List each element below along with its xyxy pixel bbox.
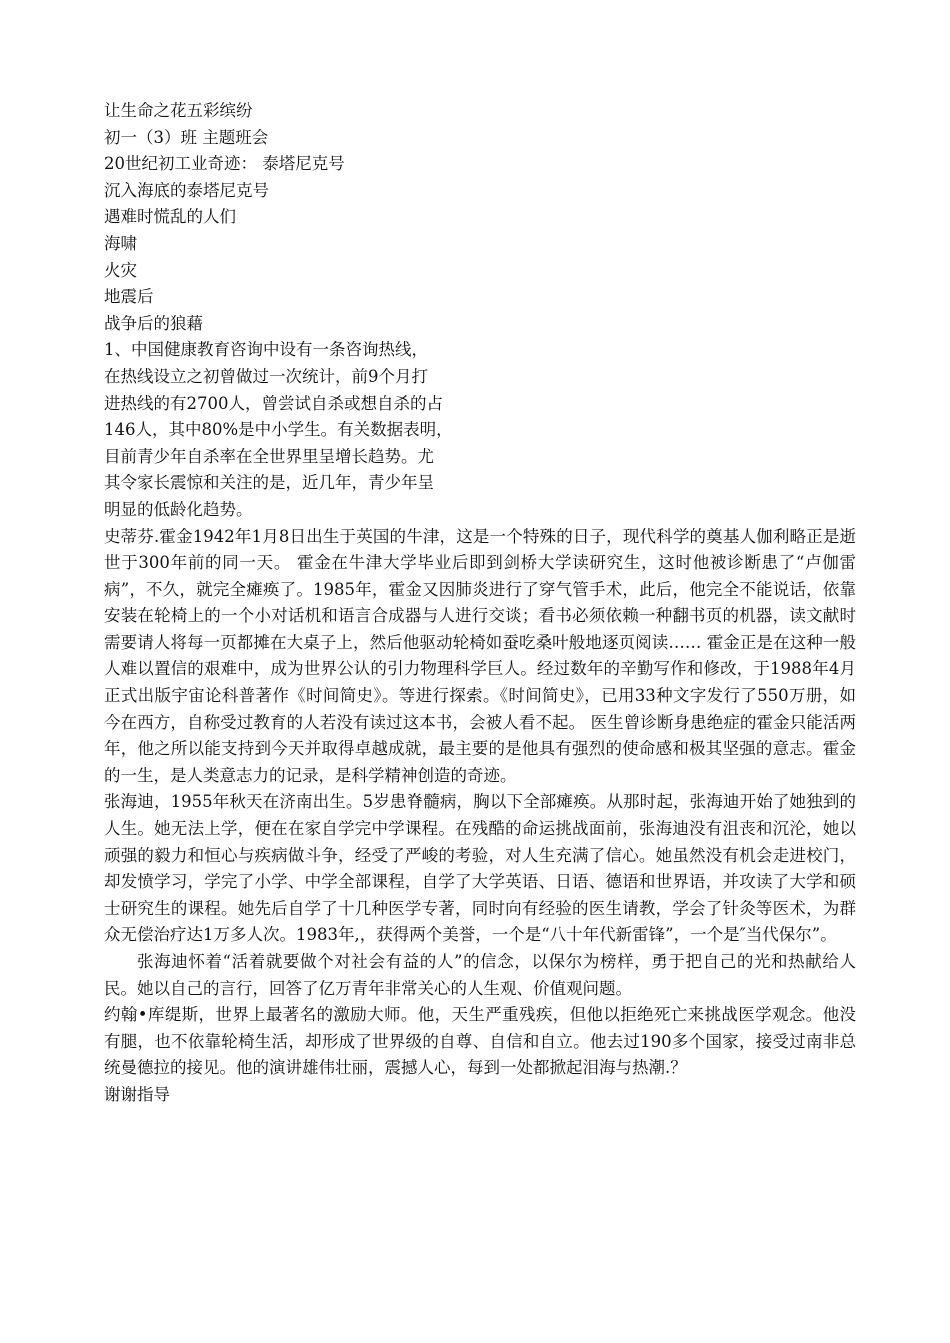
war-line: 战争后的狼藉 [104, 313, 203, 333]
doc-title: 让生命之花五彩缤纷 [104, 101, 253, 120]
john-coutis-paragraph: 约翰•库缇斯，世界上最著名的激励大师。他，天生严重残疾，但他以拒绝死亡来挑战医学观念。他没有腿，也不依靠轮椅生活，却形成了世界级的自尊、自信和自立。他去过190多个国家，接受过南非总统曼德拉的接见。他的演讲雄伟壮丽，震撼人心，每到一处都掀起泪海与热潮.？ [104, 1005, 856, 1078]
fire-line: 火灾 [104, 260, 137, 280]
earthquake-line: 地震后 [104, 287, 154, 307]
panic-people-line: 遇难时慌乱的人们 [104, 207, 236, 227]
zhang-haidi-belief-paragraph: 张海迪怀着“活着就要做个对社会有益的人”的信念，以保尔为榜样，勇于把自己的光和热献给人民。她以自己的言行，回答了亿万青年非常关心的人生观、价值观问题。 [104, 952, 856, 998]
hawking-paragraph: 史蒂芬.霍金1942年1月8日出生于英国的牛津，这是一个特殊的日子，现代科学的奠基人伽利略正是逝世于300年前的同一天。 霍金在牛津大学毕业后即到剑桥大学读研究生，这时他被诊断患了“卢伽雷病”，不久，就完全瘫痪了。1985年，霍金又因肺炎进行了穿气管手术，此后，他完全不能说话，依靠安装在轮椅上的一个小对话机和语言合成器与人进行交谈；看书必须依赖一种翻书页的机器，读文献时需要请人将每一页都摊在大桌子上，然后他驱动轮椅如蚕吃桑叶般地逐页阅读…… 霍金正是在这种一般人难以置信的艰难中，成为世界公认的引力物理科学巨人。经过数年的辛勤写作和修改，于1988年4月正式出版宇宙论科普著作《时间简史》。等进行探索。《时间简史》，已用33种文字发行了550万册，如今在西方，自称受过教育的人若没有读过这本书，会被人看不起。 医生曾诊断身患绝症的霍金只能活两年，他之所以能支持到今天并取得卓越成就，最主要的是他具有强烈的使命感和极其坚强的意志。霍金的一生，是人类意志力的记录，是科学精神创造的奇迹。 [104, 526, 856, 785]
document-page [104, 98, 856, 1109]
stat-line: 明显的低龄化趋势。 [104, 499, 253, 519]
stat-line: 1、中国健康教育咨询中设有一条咨询热线， [104, 340, 428, 360]
stat-line: 146人，其中80%是中小学生。有关数据表明， [104, 420, 453, 440]
zhang-haidi-paragraph: 张海迪，1955年秋天在济南出生。5岁患脊髓病，胸以下全部瘫痪。从那时起，张海迪开始了她独到的人生。她无法上学，便在在家自学完中学课程。在残酷的命运挑战面前，张海迪没有沮丧和沉沦，她以顽强的毅力和恒心与疾病做斗争，经受了严峻的考验，对人生充满了信心。她虽然没有机会走进校门，却发愤学习，学完了小学、中学全部课程，自学了大学英语、日语、德语和世界语，并攻读了大学和硕士研究生的课程。她先后自学了十几种医学专著，同时向有经验的医生请教，学会了针灸等医术，为群众无偿治疗达1万多人次。1983年,，获得两个美誉，一个是“八十年代新雷锋”，一个是″当代保尔”。 [104, 792, 856, 945]
stat-line: 其令家长震惊和关注的是，近几年，青少年呈 [104, 473, 434, 493]
closing-thanks: 谢谢指导 [104, 1084, 170, 1104]
hotline-statistics-block [104, 337, 464, 523]
tsunami-line: 海啸 [104, 233, 137, 253]
stat-line: 目前青少年自杀率在全世界里呈增长趋势。尤 [104, 446, 434, 466]
stat-line: 在热线设立之初曾做过一次统计，前9个月打 [104, 366, 428, 386]
titanic-sunk-line: 沉入海底的泰塔尼克号 [104, 180, 269, 200]
stat-line: 进热线的有2700人，曾尝试自杀或想自杀的占 [104, 393, 443, 413]
titanic-line: 20世纪初工业奇迹： 泰塔尼克号 [104, 154, 345, 174]
class-meeting-line: 初一（3）班 主题班会 [104, 127, 269, 147]
